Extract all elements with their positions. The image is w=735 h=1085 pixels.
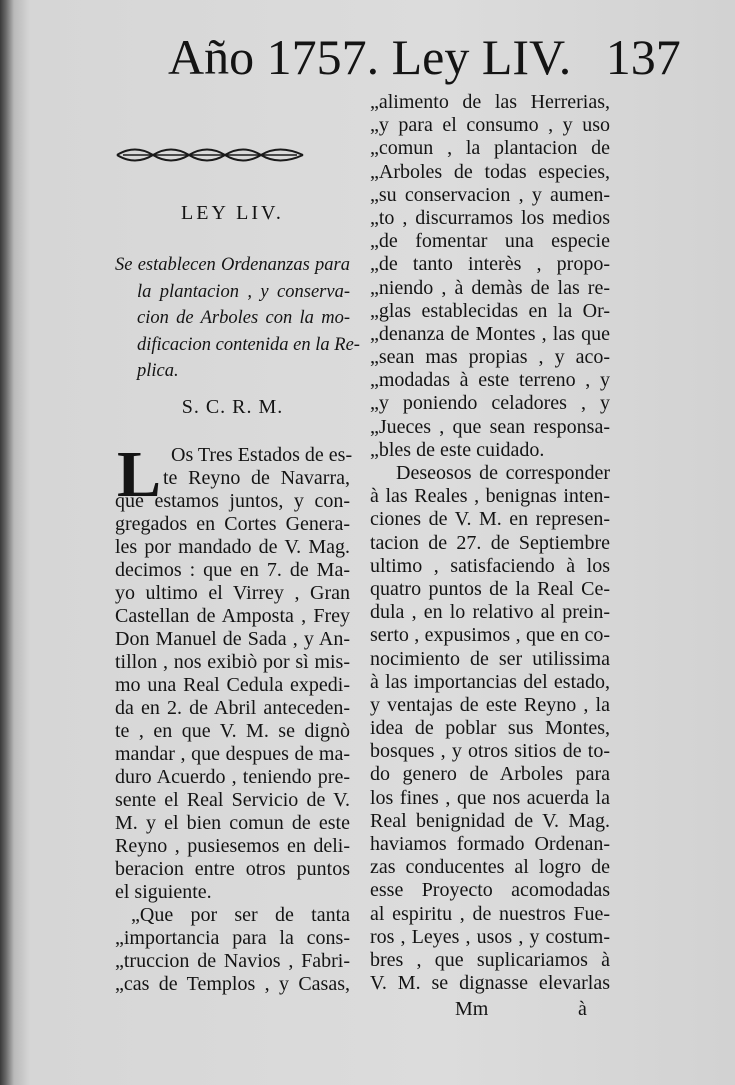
text-line: mandar , que despues de ma- — [115, 743, 350, 765]
text-line: „bles de este cuidado. — [370, 438, 545, 461]
text-line: ciones de V. M. en represen- — [370, 508, 610, 531]
text-line: al espiritu , de nuestros Fue- — [370, 902, 610, 925]
text-line: quatro puntos de la Real Ce- — [370, 577, 610, 600]
text-line: mo una Real Cedula expedi- — [115, 674, 350, 696]
text-line: Se establecen Ordenanzas para — [115, 255, 350, 275]
text-line: „y para el consumo , y uso — [370, 114, 610, 137]
text-line: „sean mas propias , y aco- — [370, 346, 610, 369]
text-line: tacion de 27. de Septiembre — [370, 531, 610, 554]
text-line: serto , expusimos , que en co- — [370, 624, 610, 647]
text-line: gregados en Cortes Genera- — [115, 513, 350, 535]
text-line: dificacion contenida en la Re- — [137, 334, 360, 355]
text-line: „glas establecidas en la Or- — [370, 299, 610, 322]
text-line: bosques , y otros sitios de to- — [370, 740, 610, 763]
text-line: Castellan de Amposta , Frey — [115, 605, 350, 627]
law-summary — [115, 252, 360, 385]
text-line: Real benignidad de V. Mag. — [370, 809, 610, 832]
text-line: cion de Arboles con la mo- — [137, 308, 350, 328]
text-line: „cas de Templos , y Casas, — [115, 973, 350, 995]
text-line: bres , que suplicariamos à — [370, 948, 610, 971]
text-line: la plantacion , y conserva- — [137, 281, 350, 302]
catchword: à — [578, 998, 587, 1020]
text-line: „y poniendo celadores , y — [370, 392, 610, 415]
text-line: plica. — [137, 361, 179, 381]
text-line: „su conservacion , y aumen- — [370, 183, 610, 206]
text-line: M. y el bien comun de este — [115, 812, 350, 834]
text-line: haviamos formado Ordenan- — [370, 833, 610, 855]
text-line: „alimento de las Herrerias, — [370, 91, 610, 113]
running-header — [168, 28, 681, 86]
page-number: 137 — [605, 29, 681, 85]
text-line: da en 2. de Abril anteceden- — [115, 697, 350, 719]
law-heading: LEY LIV. — [181, 202, 284, 224]
text-line: esse Proyecto acomodadas — [370, 879, 610, 902]
text-line: Don Manuel de Sada , y An- — [115, 628, 350, 650]
left-column-text — [115, 438, 353, 996]
text-line: idea de poblar sus Montes, — [370, 717, 610, 740]
text-line: „to , discurramos los medios — [370, 206, 610, 229]
text-line: „Arboles de todas especies, — [370, 160, 610, 183]
text-line: „importancia para la cons- — [115, 927, 350, 949]
text-line: decimos : que en 7. de Ma- — [115, 559, 350, 581]
text-line: beracion entre otros puntos — [115, 858, 350, 880]
text-line: Deseosos de corresponder — [396, 462, 610, 484]
text-line: y ventajas de este Reyno , la — [370, 693, 610, 716]
text-line: „modadas à este terreno , y — [370, 369, 610, 392]
text-line: „Jueces , que sean responsa- — [370, 415, 610, 438]
ornament-border — [115, 144, 305, 166]
drop-cap: L — [117, 438, 162, 511]
text-line: à las importancias del estado, — [370, 670, 610, 693]
text-line: „Que por ser de tanta — [131, 904, 350, 926]
text-line: sente el Real Servicio de V. — [115, 789, 350, 811]
text-line: te , en que V. M. se dignò — [115, 720, 350, 742]
text-line: tillon , nos exibiò por sì mis- — [115, 651, 350, 673]
text-line: „de tanto interès , propo- — [370, 253, 610, 276]
text-line: Os Tres Estados de es- — [171, 444, 353, 466]
salutation: S. C. R. M. — [181, 396, 284, 418]
text-line: que estamos juntos, y con- — [115, 490, 350, 512]
text-line: yo ultimo el Virrey , Gran — [115, 582, 350, 604]
text-line: „denanza de Montes , las que — [370, 322, 610, 345]
text-line: à las Reales , benignas inten- — [370, 485, 610, 508]
text-line: „truccion de Navios , Fabri- — [115, 950, 350, 972]
text-line: „de fomentar una especie — [370, 230, 610, 253]
text-line: „comun , la plantacion de — [370, 137, 610, 160]
text-line: duro Acuerdo , teniendo pre- — [115, 766, 350, 788]
text-line: dula , en lo relativo al prein- — [370, 601, 610, 624]
text-line: te Reyno de Navarra, — [163, 467, 350, 489]
text-line: los fines , que nos acuerda la — [370, 786, 610, 809]
text-line: ros , Leyes , usos , y costum- — [370, 925, 610, 948]
text-line: V. M. se dignasse elevarlas — [370, 972, 610, 995]
text-line: zas conducentes al logro de — [370, 856, 610, 879]
text-line: Reyno , pusiesemos en deli- — [115, 835, 350, 857]
signature-mark: Mm — [455, 998, 489, 1020]
right-column-text — [370, 91, 610, 995]
text-line: ultimo , satisfaciendo à los — [370, 554, 610, 577]
text-line: el siguiente. — [115, 881, 212, 903]
text-line: do genero de Arboles para — [370, 763, 610, 786]
text-line: „niendo , à demàs de las re- — [370, 276, 610, 299]
running-title: Año 1757. Ley LIV. — [168, 29, 572, 85]
text-line: les por mandado de V. Mag. — [115, 536, 350, 558]
text-line: nocimiento de ser utilissima — [370, 647, 610, 670]
